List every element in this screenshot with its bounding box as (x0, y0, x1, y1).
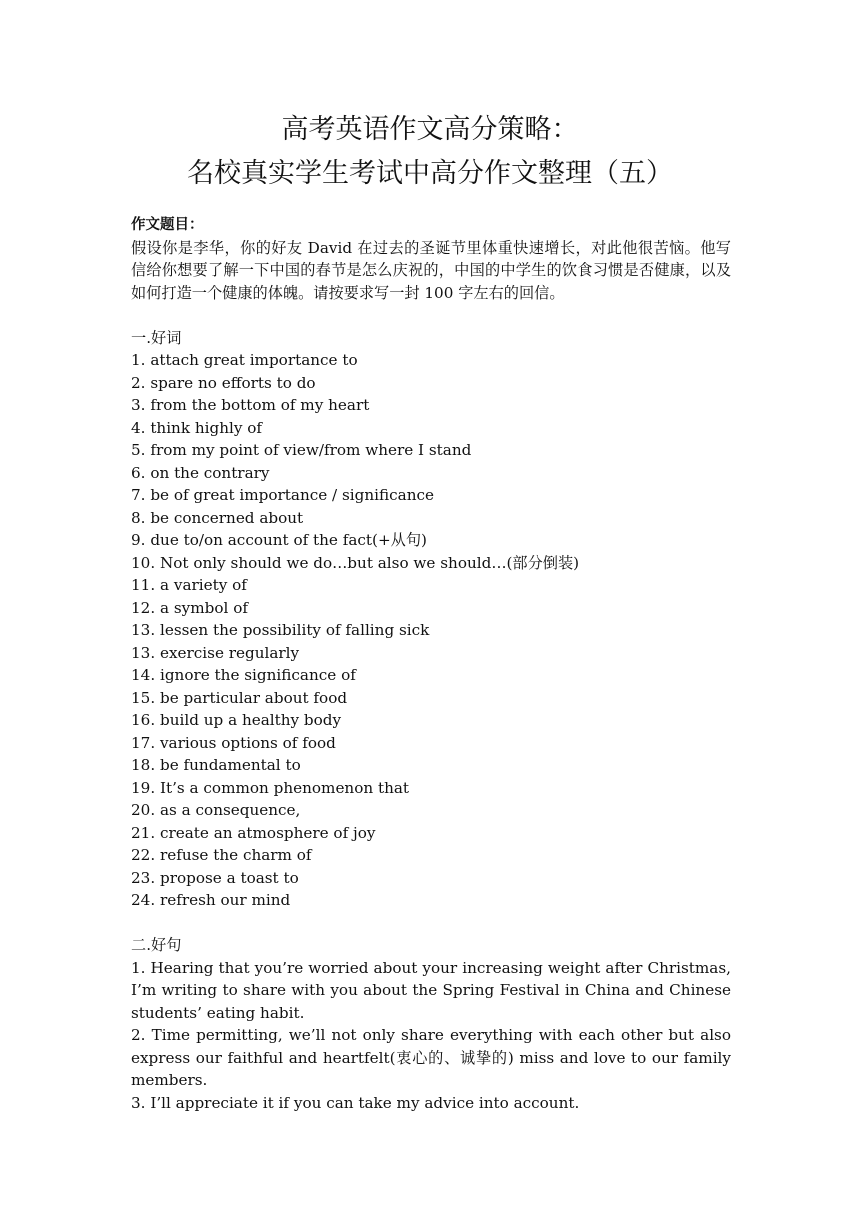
list-item: 17. various options of food (131, 733, 336, 752)
list-item: 9. due to/on account of the fact(+从句) (131, 531, 427, 549)
list-item: 1. attach great importance to (131, 351, 358, 369)
list-item: 23. propose a toast to (131, 868, 299, 887)
title-line-1: 高考英语作文高分策略： (281, 114, 579, 145)
list-item: 16. build up a healthy body (131, 711, 342, 729)
list-item: 10. Not only should we do…but also we should…(部分倒装) (131, 553, 580, 572)
list-item: 4. think highly of (131, 418, 263, 437)
list-item: 7. be of great importance / significance (131, 486, 434, 504)
list-item: 19. It’s a common phenomenon that (131, 778, 410, 797)
list-item: 2. spare no efforts to do (131, 373, 316, 392)
prompt-text: 假设你是李华，你的好友 David 在过去的圣诞节里体重快速增长，对此他很苦恼。他写信给你想要了解一下中国的春节是怎么庆祝的，中国的中学生的饮食习惯是否健康，以及如何打造一个健康的体魄。请按要求写一封 100 字左右的回信。 (131, 238, 731, 302)
prompt-label: 作文题目： (131, 217, 204, 233)
sentence-item: 3. I’ll appreciate it if you can take my advice into account. (131, 1093, 580, 1112)
list-item: 8. be concerned about (131, 508, 304, 527)
list-item: 12. a symbol of (131, 598, 248, 617)
list-item: 6. on the contrary (131, 463, 270, 482)
list-item: 11. a variety of (131, 576, 247, 594)
list-item: 14. ignore the significance of (131, 666, 356, 684)
list-item: 24. refresh our mind (131, 891, 291, 909)
sentence-item: 1. Hearing that you’re worried about your increasing weight after Christmas, I’m writing to share with you about the Spring Festival in China and Chinese students’ eating habit. (131, 958, 731, 1022)
list-item: 13. lessen the possibility of falling sick (131, 621, 430, 639)
sentence-item: 2. Time permitting, we’ll not only share everything with each other but also express our faithful and heartfelt(衷心的、诚挚的) miss and love to our family members. (131, 1026, 731, 1089)
list-item: 22. refuse the charm of (131, 846, 312, 864)
list-item: 3. from the bottom of my heart (131, 396, 370, 414)
document-body (131, 214, 731, 1114)
list-item: 15. be particular about food (131, 688, 348, 707)
title-line-2: 名校真实学生考试中高分作文整理（五） (187, 158, 673, 189)
document-title (0, 108, 860, 196)
sentences-list (131, 957, 731, 1115)
list-item: 18. be fundamental to (131, 756, 301, 774)
list-item: 13. exercise regularly (131, 643, 300, 662)
sentences-heading: 二.好句 (131, 936, 182, 954)
phrases-heading: 一.好词 (131, 328, 182, 347)
phrases-list (131, 349, 731, 912)
list-item: 20. as a consequence, (131, 801, 301, 819)
spacer (131, 912, 731, 935)
spacer (131, 304, 731, 327)
list-item: 5. from my point of view/from where I stand (131, 441, 472, 459)
list-item: 21. create an atmosphere of joy (131, 823, 376, 842)
